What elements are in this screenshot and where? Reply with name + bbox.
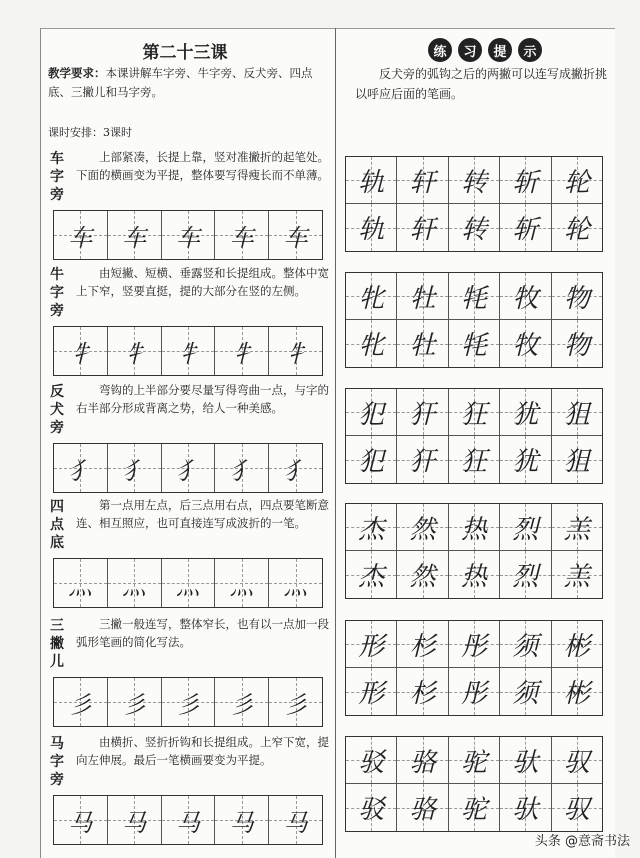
example-row bbox=[346, 436, 602, 483]
example-char: 杉 bbox=[409, 679, 436, 709]
grid-cell bbox=[162, 327, 216, 375]
grid-cell bbox=[449, 273, 500, 319]
example-row bbox=[346, 320, 602, 367]
radical-practice-grid bbox=[53, 677, 323, 727]
grid-cell bbox=[500, 273, 551, 319]
example-box bbox=[345, 156, 603, 252]
grid-cell bbox=[397, 389, 448, 435]
grid-cell bbox=[397, 320, 448, 367]
tip-badge: 习 bbox=[458, 38, 482, 62]
example-char: 轩 bbox=[409, 167, 436, 198]
example-char: 须 bbox=[512, 631, 539, 662]
grid-cell bbox=[162, 211, 216, 259]
grid-cell bbox=[108, 559, 162, 607]
grid-cell bbox=[449, 157, 500, 203]
grid-cell bbox=[269, 678, 322, 726]
example-char: 热 bbox=[461, 562, 488, 592]
grid-cell bbox=[449, 389, 500, 435]
example-char: 斩 bbox=[512, 215, 539, 245]
grid-cell bbox=[162, 444, 216, 492]
grid-cell bbox=[449, 320, 500, 367]
radical-char: 马 bbox=[68, 808, 93, 837]
grid-cell bbox=[54, 327, 108, 375]
grid-cell bbox=[552, 273, 602, 319]
example-char: 狙 bbox=[563, 399, 590, 430]
section-description: 三撇一般连写，整体窄长，也有以一点加一段弧形笔画的简化写法。 bbox=[76, 617, 329, 649]
radical-char: 马 bbox=[283, 808, 308, 837]
radical-practice-grid bbox=[53, 210, 323, 260]
grid-cell bbox=[215, 678, 269, 726]
section-description: 上部紧凑，长提上靠，竖对准撇折的起笔处。下面的横画变为平提，整体要写得瘦长而不单薄。 bbox=[76, 150, 329, 182]
example-char: 彬 bbox=[563, 679, 590, 709]
grid-cell bbox=[500, 320, 551, 367]
radical-char: 犭 bbox=[283, 456, 308, 485]
grid-cell bbox=[397, 668, 448, 715]
radical-char: 牜 bbox=[283, 339, 308, 368]
example-char: 骆 bbox=[409, 747, 436, 778]
example-char: 烈 bbox=[512, 514, 539, 545]
example-char: 须 bbox=[512, 679, 539, 709]
grid-cell bbox=[269, 211, 322, 259]
grid-cell bbox=[346, 436, 397, 483]
example-char: 然 bbox=[409, 562, 436, 592]
grid-cell bbox=[397, 737, 448, 783]
grid-cell bbox=[269, 559, 322, 607]
grid-cell bbox=[397, 551, 448, 598]
example-char: 牝 bbox=[358, 283, 385, 314]
grid-cell bbox=[500, 157, 551, 203]
grid-cell bbox=[552, 389, 602, 435]
tip-badge: 示 bbox=[518, 38, 542, 62]
grid-cell bbox=[346, 737, 397, 783]
grid-cell bbox=[500, 737, 551, 783]
grid-cell bbox=[346, 621, 397, 667]
grid-cell bbox=[449, 784, 500, 831]
example-char: 犯 bbox=[358, 447, 385, 477]
example-char: 彤 bbox=[461, 679, 488, 709]
radical-char: 彡 bbox=[122, 690, 147, 719]
grid-cell bbox=[449, 551, 500, 598]
example-char: 驭 bbox=[563, 795, 590, 825]
section-description: 由短撇、短横、垂露竖和长提组成。整体中宽上下窄，竖要直挺，提的大部分在竖的左侧。 bbox=[76, 266, 329, 298]
example-char: 彬 bbox=[563, 631, 590, 662]
example-row bbox=[346, 551, 602, 598]
grid-cell bbox=[397, 504, 448, 550]
grid-cell bbox=[346, 204, 397, 251]
grid-cell bbox=[500, 436, 551, 483]
example-char: 狂 bbox=[461, 399, 488, 430]
example-char: 物 bbox=[563, 331, 590, 361]
example-row bbox=[346, 273, 602, 320]
radical-char: 车 bbox=[175, 223, 200, 252]
radical-char: 灬 bbox=[229, 571, 254, 600]
radical-char: 牜 bbox=[68, 339, 93, 368]
radical-char: 车 bbox=[122, 223, 147, 252]
radical-char: 马 bbox=[175, 808, 200, 837]
example-char: 狂 bbox=[461, 447, 488, 477]
example-box bbox=[345, 620, 603, 716]
section-description: 由横折、竖折折钩和长提组成。上窄下宽，提向左伸展。最后一笔横画要变为平提。 bbox=[76, 735, 329, 767]
example-row bbox=[346, 621, 602, 668]
tip-badge: 练 bbox=[428, 38, 452, 62]
example-char: 犹 bbox=[512, 447, 539, 477]
grid-cell bbox=[108, 327, 162, 375]
section-2 bbox=[48, 383, 333, 498]
radical-char: 马 bbox=[229, 808, 254, 837]
example-char: 牦 bbox=[461, 283, 488, 314]
radical-practice-grid bbox=[53, 795, 323, 845]
grid-cell bbox=[552, 784, 602, 831]
requirement-label: 教学要求： bbox=[48, 66, 106, 80]
grid-cell bbox=[500, 784, 551, 831]
radical-char: 牜 bbox=[122, 339, 147, 368]
radical-char: 彡 bbox=[283, 690, 308, 719]
grid-cell bbox=[215, 796, 269, 844]
example-char: 轨 bbox=[358, 215, 385, 245]
grid-cell bbox=[215, 211, 269, 259]
radical-char: 彡 bbox=[68, 690, 93, 719]
grid-cell bbox=[346, 668, 397, 715]
grid-cell bbox=[346, 157, 397, 203]
section-label: 牛字旁 bbox=[50, 267, 64, 319]
grid-cell bbox=[346, 273, 397, 319]
grid-cell bbox=[346, 551, 397, 598]
section-4 bbox=[48, 617, 333, 732]
example-box bbox=[345, 272, 603, 368]
example-char: 犴 bbox=[409, 399, 436, 430]
example-char: 羔 bbox=[563, 514, 590, 545]
grid-cell bbox=[449, 621, 500, 667]
section-label: 反犬旁 bbox=[50, 384, 64, 436]
example-char: 热 bbox=[461, 514, 488, 545]
radical-char: 车 bbox=[283, 223, 308, 252]
grid-cell bbox=[215, 327, 269, 375]
radical-char: 车 bbox=[229, 223, 254, 252]
example-row bbox=[346, 784, 602, 831]
example-char: 斩 bbox=[512, 167, 539, 198]
example-char: 狙 bbox=[563, 447, 590, 477]
example-char: 轮 bbox=[563, 215, 590, 245]
grid-cell bbox=[449, 737, 500, 783]
radical-char: 彡 bbox=[229, 690, 254, 719]
grid-cell bbox=[552, 204, 602, 251]
example-row bbox=[346, 389, 602, 436]
grid-cell bbox=[54, 559, 108, 607]
grid-cell bbox=[500, 504, 551, 550]
grid-cell bbox=[397, 204, 448, 251]
section-description: 弯钩的上半部分要尽量写得弯曲一点，与字的右半部分形成背离之势，给人一种美感。 bbox=[76, 383, 329, 415]
section-label: 三撇儿 bbox=[50, 618, 64, 670]
grid-cell bbox=[397, 273, 448, 319]
grid-cell bbox=[346, 504, 397, 550]
column-divider bbox=[335, 28, 336, 858]
example-char: 驳 bbox=[358, 747, 385, 778]
example-char: 驳 bbox=[358, 795, 385, 825]
radical-char: 马 bbox=[122, 808, 147, 837]
grid-cell bbox=[54, 678, 108, 726]
schedule: 课时安排：3课时 bbox=[48, 126, 132, 139]
example-char: 牝 bbox=[358, 331, 385, 361]
radical-char: 犭 bbox=[229, 456, 254, 485]
example-row bbox=[346, 204, 602, 251]
radical-char: 灬 bbox=[68, 571, 93, 600]
example-box bbox=[345, 736, 603, 832]
lesson-title: 第二十三课 bbox=[142, 43, 228, 63]
radical-char: 犭 bbox=[68, 456, 93, 485]
radical-char: 灬 bbox=[283, 571, 308, 600]
grid-cell bbox=[552, 737, 602, 783]
grid-cell bbox=[54, 796, 108, 844]
radical-char: 牜 bbox=[175, 339, 200, 368]
radical-char: 犭 bbox=[122, 456, 147, 485]
example-char: 转 bbox=[461, 167, 488, 198]
grid-cell bbox=[500, 551, 551, 598]
example-char: 物 bbox=[563, 283, 590, 314]
practice-tips-heading bbox=[428, 38, 542, 62]
example-char: 驼 bbox=[461, 747, 488, 778]
example-char: 牡 bbox=[409, 331, 436, 361]
grid-cell bbox=[500, 668, 551, 715]
grid-cell bbox=[552, 551, 602, 598]
grid-cell bbox=[500, 389, 551, 435]
example-char: 形 bbox=[358, 679, 385, 709]
example-char: 骆 bbox=[409, 795, 436, 825]
example-row bbox=[346, 737, 602, 784]
grid-cell bbox=[108, 444, 162, 492]
radical-char: 牜 bbox=[229, 339, 254, 368]
radical-practice-grid bbox=[53, 558, 323, 608]
example-char: 羔 bbox=[563, 562, 590, 592]
example-char: 杰 bbox=[358, 562, 385, 592]
grid-cell bbox=[449, 668, 500, 715]
example-char: 轩 bbox=[409, 215, 436, 245]
example-char: 驭 bbox=[563, 747, 590, 778]
radical-char: 犭 bbox=[175, 456, 200, 485]
grid-cell bbox=[54, 444, 108, 492]
grid-cell bbox=[552, 320, 602, 367]
teaching-requirement bbox=[48, 64, 333, 102]
example-char: 驼 bbox=[461, 795, 488, 825]
grid-cell bbox=[346, 784, 397, 831]
radical-char: 灬 bbox=[122, 571, 147, 600]
section-1 bbox=[48, 266, 333, 381]
tip-badge: 提 bbox=[488, 38, 512, 62]
radical-char: 车 bbox=[68, 223, 93, 252]
grid-cell bbox=[397, 621, 448, 667]
example-char: 杰 bbox=[358, 514, 385, 545]
grid-cell bbox=[397, 436, 448, 483]
grid-cell bbox=[552, 668, 602, 715]
grid-cell bbox=[269, 327, 322, 375]
example-char: 犹 bbox=[512, 399, 539, 430]
grid-cell bbox=[215, 559, 269, 607]
tip-text: 反犬旁的弧钩之后的两撇可以连写成撇折挑以呼应后面的笔画。 bbox=[355, 67, 608, 101]
radical-char: 灬 bbox=[175, 571, 200, 600]
grid-cell bbox=[449, 204, 500, 251]
example-char: 犴 bbox=[409, 447, 436, 477]
grid-cell bbox=[500, 621, 551, 667]
example-char: 轨 bbox=[358, 167, 385, 198]
grid-cell bbox=[162, 678, 216, 726]
grid-cell bbox=[552, 157, 602, 203]
grid-cell bbox=[552, 436, 602, 483]
grid-cell bbox=[162, 796, 216, 844]
grid-cell bbox=[397, 157, 448, 203]
grid-cell bbox=[108, 211, 162, 259]
example-char: 牧 bbox=[512, 331, 539, 361]
example-row bbox=[346, 157, 602, 204]
radical-practice-grid bbox=[53, 326, 323, 376]
grid-cell bbox=[449, 436, 500, 483]
example-char: 然 bbox=[409, 514, 436, 545]
grid-cell bbox=[346, 320, 397, 367]
grid-cell bbox=[108, 678, 162, 726]
example-char: 轮 bbox=[563, 167, 590, 198]
example-char: 转 bbox=[461, 215, 488, 245]
grid-cell bbox=[269, 444, 322, 492]
section-label: 马字旁 bbox=[50, 736, 64, 788]
section-5 bbox=[48, 735, 333, 850]
example-char: 杉 bbox=[409, 631, 436, 662]
grid-cell bbox=[500, 204, 551, 251]
section-description: 第一点用左点，后三点用右点，四点要笔断意连、相互照应，也可直接连写成波折的一笔。 bbox=[76, 498, 329, 530]
example-char: 驮 bbox=[512, 747, 539, 778]
example-row bbox=[346, 504, 602, 551]
grid-cell bbox=[269, 796, 322, 844]
radical-practice-grid bbox=[53, 443, 323, 493]
section-label: 车字旁 bbox=[50, 151, 64, 203]
example-box bbox=[345, 388, 603, 484]
grid-cell bbox=[552, 621, 602, 667]
watermark: 头条 @意斋书法 bbox=[534, 834, 630, 849]
example-char: 牧 bbox=[512, 283, 539, 314]
example-char: 犯 bbox=[358, 399, 385, 430]
example-char: 牦 bbox=[461, 331, 488, 361]
grid-cell bbox=[108, 796, 162, 844]
grid-cell bbox=[449, 504, 500, 550]
radical-char: 彡 bbox=[175, 690, 200, 719]
grid-cell bbox=[397, 784, 448, 831]
grid-cell bbox=[215, 444, 269, 492]
example-char: 驮 bbox=[512, 795, 539, 825]
requirement-text: 本课讲解车字旁、牛字旁、反犬旁、四点底、三撇儿和马字旁。 bbox=[48, 66, 313, 99]
section-3 bbox=[48, 498, 333, 613]
section-label: 四点底 bbox=[50, 499, 64, 551]
section-0 bbox=[48, 150, 333, 265]
grid-cell bbox=[54, 211, 108, 259]
grid-cell bbox=[162, 559, 216, 607]
grid-cell bbox=[346, 389, 397, 435]
example-box bbox=[345, 503, 603, 599]
example-char: 形 bbox=[358, 631, 385, 662]
grid-cell bbox=[552, 504, 602, 550]
example-char: 彤 bbox=[461, 631, 488, 662]
example-char: 牡 bbox=[409, 283, 436, 314]
example-char: 烈 bbox=[512, 562, 539, 592]
example-row bbox=[346, 668, 602, 715]
